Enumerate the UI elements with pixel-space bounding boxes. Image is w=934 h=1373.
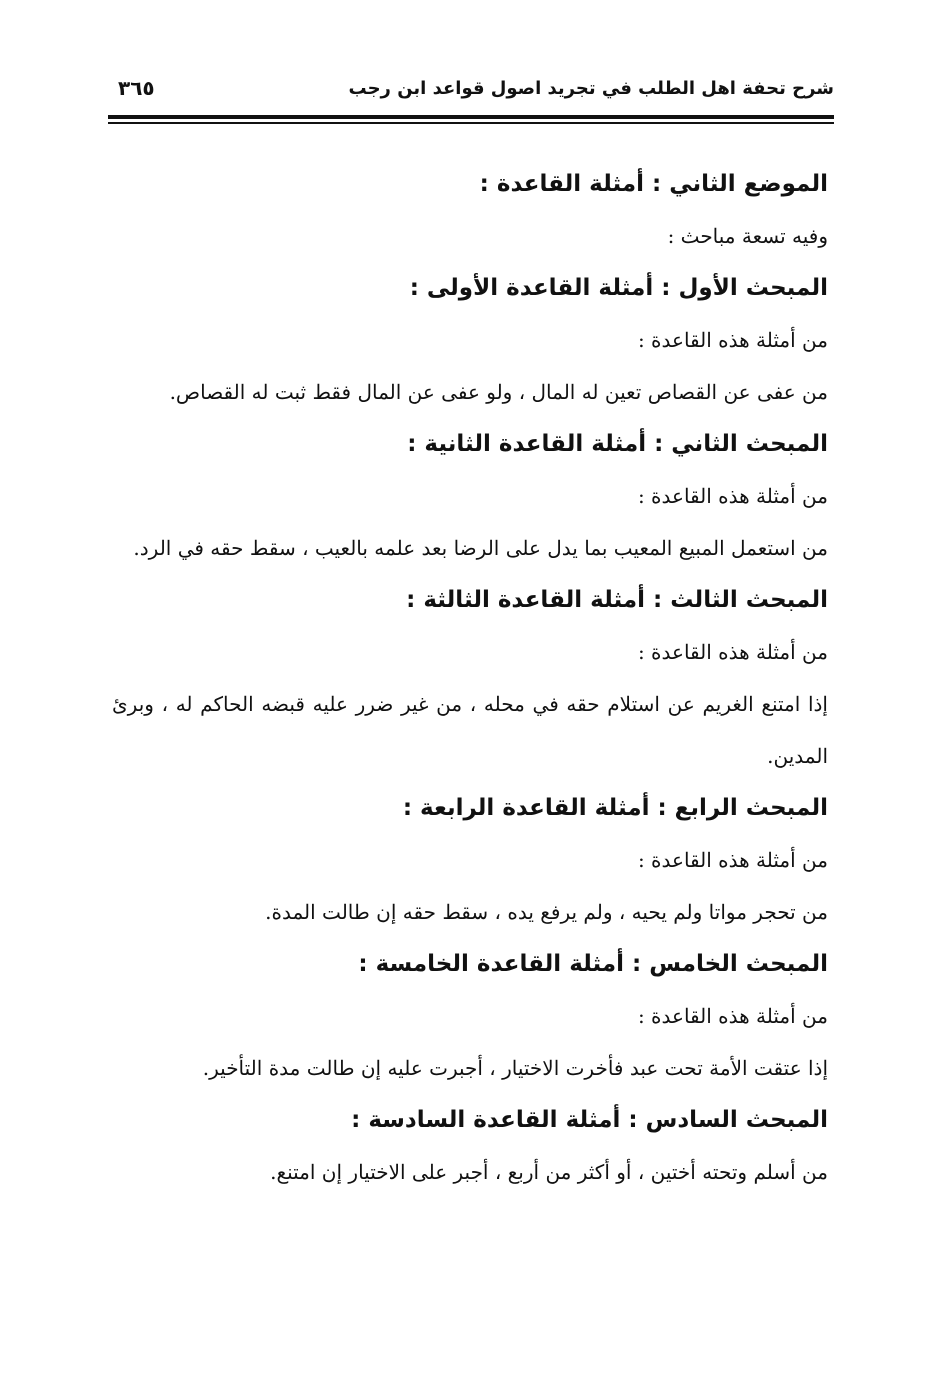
topic-text: من أسلم وتحته أختين ، أو أكثر من أربع ، أجبر على الاختيار إن امتنع. bbox=[270, 1160, 828, 1184]
topic-4 bbox=[112, 782, 828, 938]
topic-text: من عفى عن القصاص تعين له المال ، ولو عفى عن المال فقط ثبت له القصاص. bbox=[169, 380, 828, 404]
page-number: ٣٦٥ bbox=[118, 76, 155, 100]
topic-heading: المبحث السادس : أمثلة القاعدة السادسة : bbox=[351, 1107, 828, 1133]
topic-heading: المبحث الأول : أمثلة القاعدة الأولى : bbox=[409, 275, 828, 301]
section-heading: الموضع الثاني : أمثلة القاعدة : bbox=[479, 171, 828, 197]
topic-lead: من أمثلة هذه القاعدة : bbox=[637, 484, 828, 508]
topic-lead: من أمثلة هذه القاعدة : bbox=[637, 328, 828, 352]
topic-text: من استعمل المبيع المعيب بما يدل على الرضا بعد علمه بالعيب ، سقط حقه في الرد. bbox=[133, 536, 828, 560]
topic-6 bbox=[112, 1094, 828, 1198]
running-header bbox=[108, 70, 834, 110]
section-intro: وفيه تسعة مباحث : bbox=[667, 224, 828, 248]
topic-heading: المبحث الثاني : أمثلة القاعدة الثانية : bbox=[407, 431, 828, 457]
topic-1 bbox=[112, 262, 828, 418]
topic-heading: المبحث الرابع : أمثلة القاعدة الرابعة : bbox=[402, 795, 828, 821]
topic-text: من تحجر مواتا ولم يحيه ، ولم يرفع يده ، سقط حقه إن طالت المدة. bbox=[265, 900, 828, 924]
topic-lead: من أمثلة هذه القاعدة : bbox=[637, 848, 828, 872]
topic-lead: من أمثلة هذه القاعدة : bbox=[637, 1004, 828, 1028]
topic-lead: من أمثلة هذه القاعدة : bbox=[637, 640, 828, 664]
topic-5 bbox=[112, 938, 828, 1094]
topic-2 bbox=[112, 418, 828, 574]
topic-3 bbox=[112, 574, 828, 782]
topic-heading: المبحث الخامس : أمثلة القاعدة الخامسة : bbox=[358, 951, 828, 977]
header-rule-thin bbox=[108, 122, 834, 124]
book-title: شرح تحفة اهل الطلب في تجريد اصول قواعد ابن رجب bbox=[348, 78, 834, 99]
page-body bbox=[112, 158, 828, 1198]
topic-text: إذا عتقت الأمة تحت عبد فأخرت الاختيار ، أجبرت عليه إن طالت مدة التأخير. bbox=[202, 1056, 828, 1080]
header-rule-thick bbox=[108, 115, 834, 119]
topic-text: إذا امتنع الغريم عن استلام حقه في محله ، من غير ضرر عليه قبضه الحاكم له ، وبرئ المدين. bbox=[112, 692, 828, 768]
topic-heading: المبحث الثالث : أمثلة القاعدة الثالثة : bbox=[406, 587, 828, 613]
